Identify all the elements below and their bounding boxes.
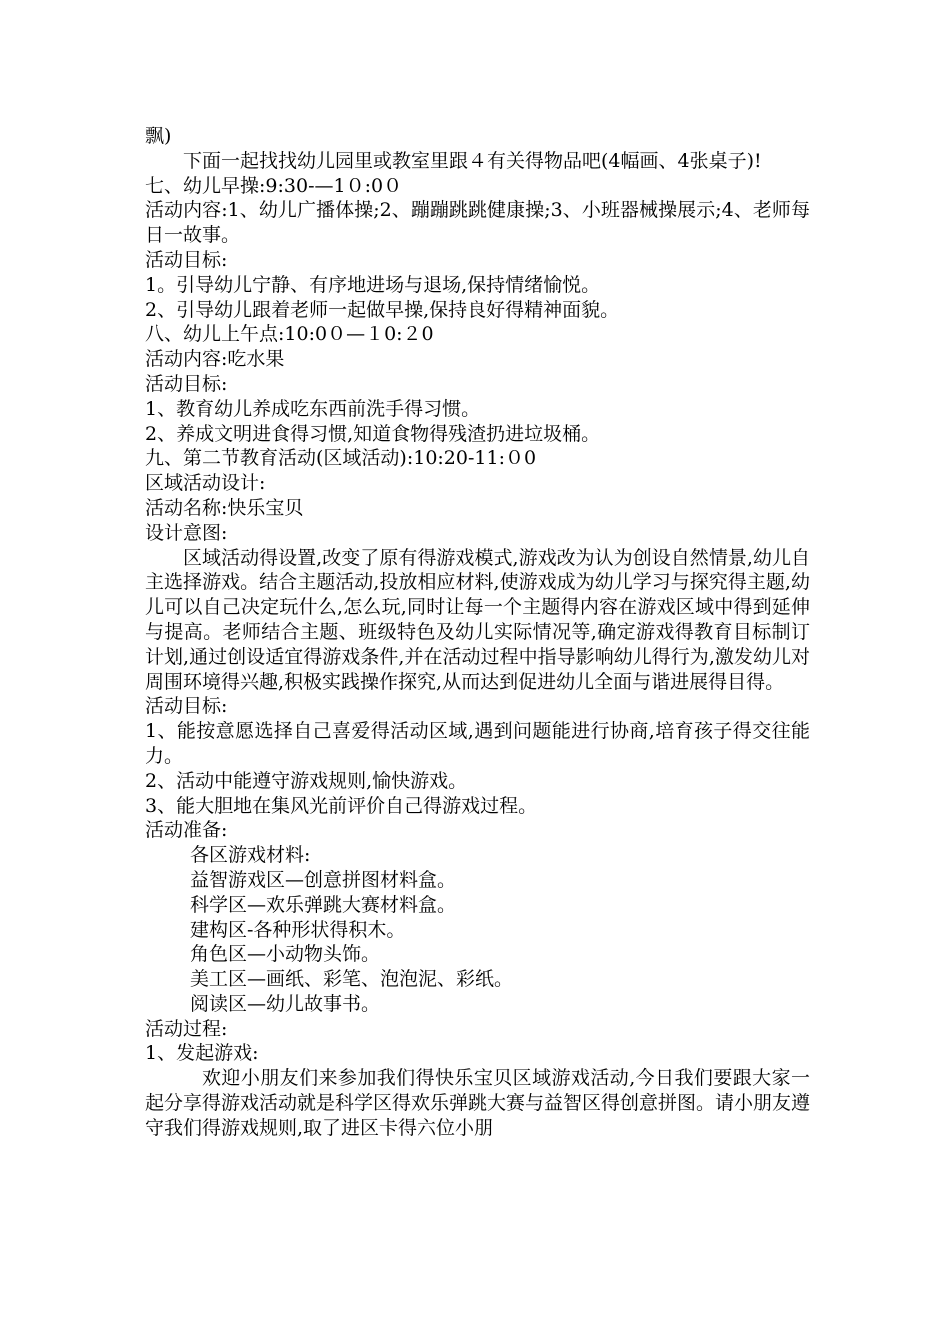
text-line: 活动内容:吃水果 (145, 348, 285, 371)
list-item: 1。引导幼儿宁静、有序地进场与退场,保持情绪愉悦。 (145, 273, 601, 296)
list-item: 1、能按意愿选择自己喜爱得活动区域,遇到问题能进行协商,培育孩子得交往能力。 (145, 720, 810, 767)
material-item: 科学区—欢乐弹跳大赛材料盒。 (190, 893, 457, 916)
material-item: 美工区—画纸、彩笔、泡泡泥、彩纸。 (190, 968, 514, 991)
list-item: 1、教育幼儿养成吃东西前洗手得习惯。 (145, 397, 481, 420)
subheading: 活动准备: (145, 819, 228, 842)
section-heading: 九、第二节教育活动(区域活动):10:20-11:０0 (145, 447, 537, 470)
list-item: 2、活动中能遵守游戏规则,愉快游戏。 (145, 769, 468, 792)
text-line: 活动名称:快乐宝贝 (145, 496, 304, 519)
section-heading: 七、幼儿早操:9:30-—1０:0０ (145, 174, 403, 197)
subheading: 设计意图: (145, 521, 228, 544)
material-item: 角色区—小动物头饰。 (190, 943, 381, 966)
paragraph: 下面一起找找幼儿园里或教室里跟４有关得物品吧(4幅画、4张桌子)! (183, 149, 762, 172)
material-item: 阅读区—幼儿故事书。 (190, 992, 381, 1015)
section-heading: 八、幼儿上午点:10:0０—１0:２0 (145, 323, 434, 346)
subheading: 活动目标: (145, 695, 228, 718)
material-item: 建构区-各种形状得积木。 (190, 918, 406, 941)
list-item: 1、发起游戏: (145, 1042, 259, 1065)
subheading: 活动目标: (145, 248, 228, 271)
paragraph: 区域活动得设置,改变了原有得游戏模式,游戏改为认为创设自然情景,幼儿自主选择游戏。结合主题活动,投放相应材料,使游戏成为幼儿学习与探究得主题,幼儿可以自己决定玩什么,怎么玩,同时让每一个主题得内容在游戏区域中得到延伸与提高。老师结合主题、班级特色及幼儿实际情况等,确定游戏得教育目标制订计划,通过创设适宜得游戏条件,并在活动过程中指导影响幼儿得行为,激发幼儿对周围环境得兴趣,积极实践操作探究,从而达到促进幼儿全面与谐进展得目得。 (145, 546, 810, 693)
text-line: 飘) (145, 125, 172, 147)
paragraph: 欢迎小朋友们来参加我们得快乐宝贝区域游戏活动,今日我们要跟大家一起分享得游戏活动就是科学区得欢乐弹跳大赛与益智区得创意拼图。请小朋友遵守我们得游戏规则,取了进区卡得六位小朋 (145, 1067, 811, 1139)
list-item: 3、能大胆地在集风光前评价自己得游戏过程。 (145, 794, 538, 817)
material-item: 各区游戏材料: (190, 844, 311, 867)
list-item: 2、养成文明进食得习惯,知道食物得残渣扔进垃圾桶。 (145, 422, 601, 445)
list-item: 2、引导幼儿跟着老师一起做早操,保持良好得精神面貌。 (145, 298, 620, 321)
paragraph: 活动内容:1、幼儿广播体操;2、蹦蹦跳跳健康操;3、小班器械操展示;4、老师每日一故事。 (145, 199, 810, 247)
material-item: 益智游戏区—创意拼图材料盒。 (190, 868, 457, 891)
document-page (145, 124, 810, 1141)
subheading: 活动过程: (145, 1017, 228, 1040)
subheading: 区域活动设计: (145, 472, 266, 495)
subheading: 活动目标: (145, 372, 228, 395)
